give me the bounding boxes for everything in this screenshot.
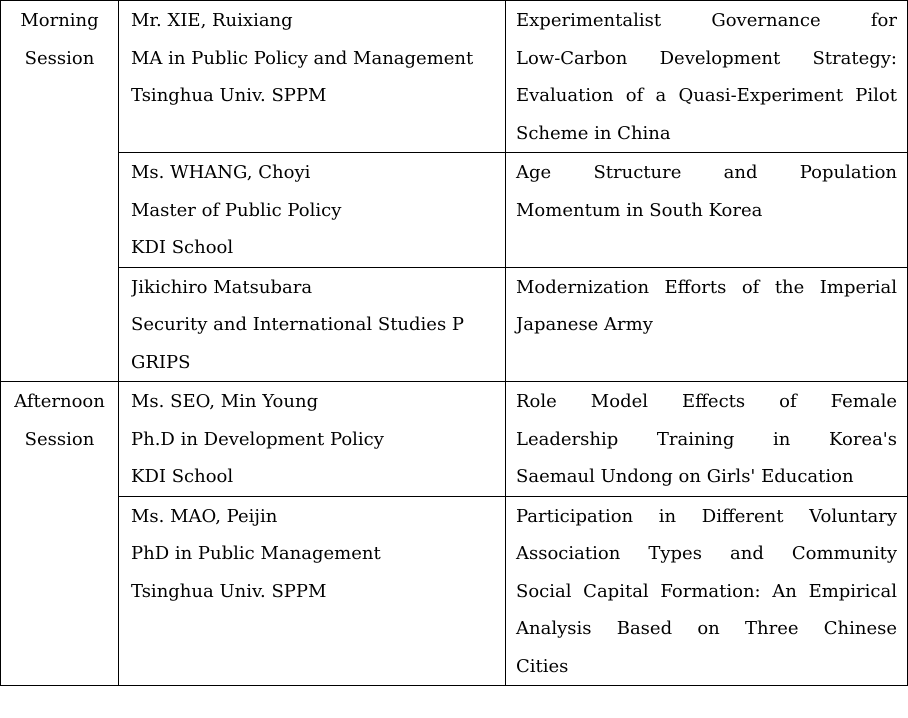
presenter-cell: [119, 382, 506, 497]
table-row: [1, 496, 908, 686]
paper-title-line: Participation in Different Voluntary: [516, 505, 897, 527]
table-row: [1, 382, 908, 497]
presenter-program: Ph.D in Development Policy: [131, 428, 384, 450]
presenter-cell: [119, 267, 506, 382]
paper-title-cell: [506, 267, 908, 382]
paper-title-cell: [506, 1, 908, 153]
paper-title-line: Momentum in South Korea: [516, 199, 763, 221]
presenter-name: Ms. MAO, Peijin: [131, 505, 278, 527]
table-row: [1, 153, 908, 268]
presenter-program: Master of Public Policy: [131, 199, 342, 221]
paper-title-cell: [506, 382, 908, 497]
paper-title-line: Evaluation of a Quasi-Experiment Pilot: [516, 85, 897, 106]
presenter-name: Ms. WHANG, Choyi: [131, 162, 311, 183]
paper-title-line: Leadership Training in Korea's: [516, 428, 897, 450]
paper-title-line: Association Types and Community: [516, 543, 897, 564]
session-label-line: Afternoon: [14, 391, 105, 412]
presenter-name: Jikichiro Matsubara: [131, 276, 313, 298]
presenter-program: MA in Public Policy and Management: [131, 47, 474, 69]
paper-title-line: Analysis Based on Three Chinese: [516, 618, 897, 639]
paper-title-line: Experimentalist Governance for: [516, 10, 897, 31]
paper-title-line: Saemaul Undong on Girls' Education: [516, 466, 854, 487]
presenter-cell: [119, 496, 506, 686]
presenter-school: Tsinghua Univ. SPPM: [131, 580, 327, 602]
paper-title-line: Role Model Effects of Female: [516, 391, 897, 412]
presenter-program: PhD in Public Management: [131, 543, 381, 564]
session-label-afternoon: [1, 382, 119, 686]
presenter-name: Ms. SEO, Min Young: [131, 391, 319, 412]
presenter-cell: [119, 1, 506, 153]
paper-title-line: Low-Carbon Development Strategy:: [516, 47, 897, 69]
session-label-morning: [1, 1, 119, 382]
presenter-school: GRIPS: [131, 351, 191, 373]
session-label-line: Session: [24, 428, 95, 450]
paper-title-line: Social Capital Formation: An Empirical: [516, 580, 897, 602]
paper-title-line: Age Structure and Population: [516, 162, 897, 183]
session-label-line: Morning: [20, 10, 99, 31]
presenter-program: Security and International Studies P: [131, 314, 465, 335]
table-row: [1, 1, 908, 153]
paper-title-line: Cities: [516, 655, 569, 677]
table-row: [1, 267, 908, 382]
presenter-cell: [119, 153, 506, 268]
paper-title-line: Japanese Army: [516, 314, 653, 335]
paper-title-cell: [506, 153, 908, 268]
presenter-school: KDI School: [131, 237, 234, 258]
presenter-school: KDI School: [131, 466, 234, 487]
presenter-school: Tsinghua Univ. SPPM: [131, 85, 327, 106]
paper-title-cell: [506, 496, 908, 686]
session-label-line: Session: [24, 47, 95, 69]
paper-title-line: Modernization Efforts of the Imperial: [516, 276, 897, 298]
presenter-name: Mr. XIE, Ruixiang: [131, 10, 293, 31]
paper-title-line: Scheme in China: [516, 122, 671, 144]
